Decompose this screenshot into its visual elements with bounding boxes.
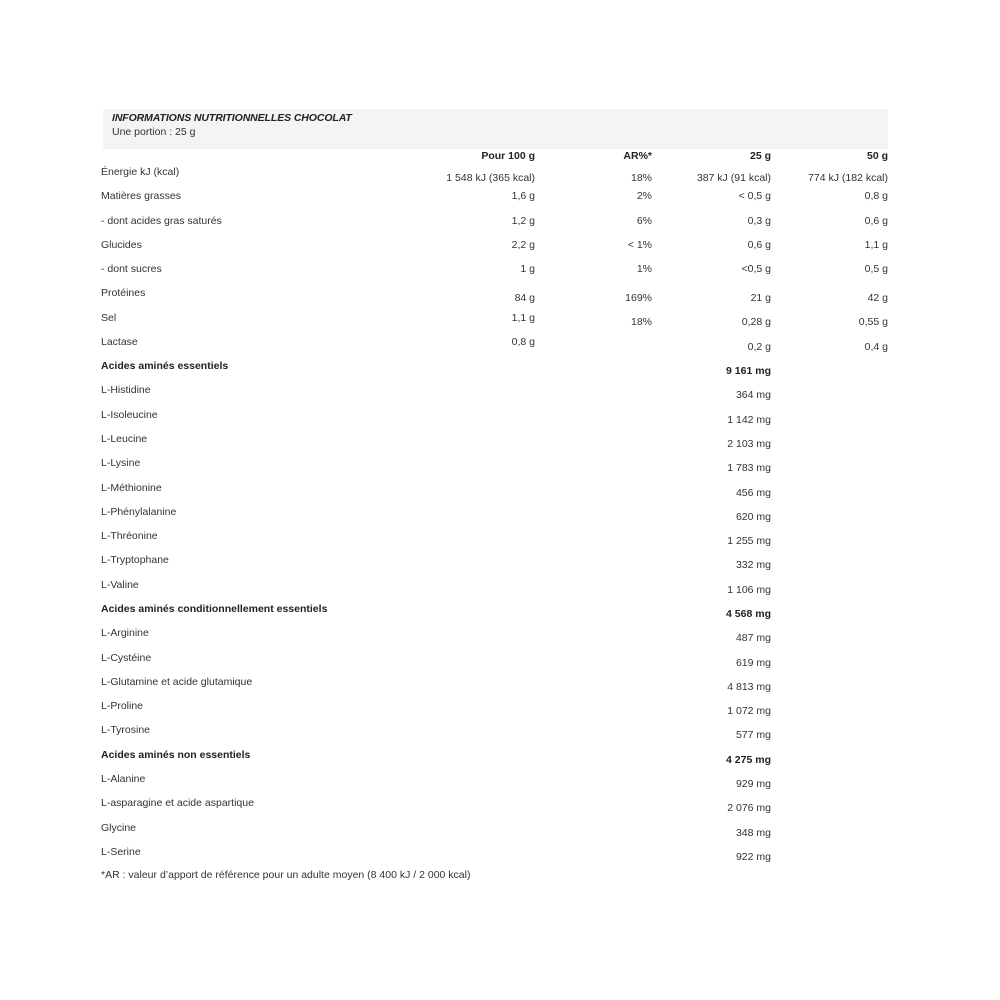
amino-acid-label: L-Thréonine (101, 530, 158, 542)
nutrient-label: Protéines (101, 287, 146, 299)
nutrient-value-g25: 0,28 g (741, 316, 771, 328)
amino-acid-value: 4 813 mg (727, 681, 771, 693)
amino-acid-label: L-Leucine (101, 433, 148, 445)
serving-size: Une portion : 25 g (112, 126, 196, 138)
amino-acid-label: Glycine (101, 822, 137, 834)
nutrient-value-g25: 0,6 g (747, 239, 771, 251)
amino-group-total: 4 568 mg (726, 608, 771, 620)
amino-group-total: 4 275 mg (726, 754, 771, 766)
amino-acid-label: L-Arginine (101, 627, 149, 639)
nutrient-value-g25: 0,2 g (747, 341, 771, 353)
amino-acid-label: L-Lysine (101, 457, 141, 469)
amino-acid-value: 2 076 mg (727, 802, 771, 814)
amino-acid-label: L-Valine (101, 579, 139, 591)
amino-acid-label: L-Histidine (101, 384, 151, 396)
amino-acid-value: 619 mg (735, 657, 771, 669)
nutrient-value-ar: 18% (630, 316, 652, 328)
nutrient-value-g50: 0,8 g (864, 190, 888, 202)
amino-acid-label: L-asparagine et acide aspartique (101, 797, 254, 809)
nutrient-value-g50: 0,5 g (864, 263, 888, 275)
amino-acid-label: L-Alanine (101, 773, 146, 785)
nutrient-value-g25: 0,3 g (747, 215, 771, 227)
amino-acid-label: L-Cystéine (101, 652, 152, 664)
amino-acid-value: 1 106 mg (727, 584, 771, 596)
nutrient-value-per100: 0,8 g (511, 336, 535, 348)
nutrient-label: Glucides (101, 239, 142, 251)
nutrient-label: Sel (101, 312, 117, 324)
nutrient-label: Lactase (101, 336, 138, 348)
nutrient-value-ar: 169% (625, 292, 652, 304)
amino-acid-value: 348 mg (735, 827, 771, 839)
nutrient-value-g50: 0,6 g (864, 215, 888, 227)
column-header-per100: Pour 100 g (481, 150, 535, 162)
amino-acid-value: 1 255 mg (727, 535, 771, 547)
nutrient-value-per100: 1 548 kJ (365 kcal) (446, 172, 535, 184)
column-header-ar: AR%* (623, 150, 652, 162)
nutrition-title: INFORMATIONS NUTRITIONNELLES CHOCOLAT (112, 112, 352, 124)
amino-acid-value: 929 mg (735, 778, 771, 790)
nutrient-value-ar: 18% (630, 172, 652, 184)
nutrient-value-per100: 1,1 g (511, 312, 535, 324)
amino-acid-label: L-Méthionine (101, 482, 162, 494)
nutrition-header (103, 109, 888, 149)
amino-acid-value: 487 mg (735, 632, 771, 644)
nutrient-value-g50: 774 kJ (182 kcal) (808, 172, 888, 184)
nutrient-label: - dont acides gras saturés (101, 215, 222, 227)
amino-acid-value: 1 072 mg (727, 705, 771, 717)
nutrient-value-ar: < 1% (627, 239, 652, 251)
amino-acid-label: L-Isoleucine (101, 409, 158, 421)
amino-acid-label: L-Proline (101, 700, 144, 712)
nutrient-value-ar: 6% (636, 215, 652, 227)
nutrient-value-per100: 2,2 g (511, 239, 535, 251)
amino-acid-value: 577 mg (735, 729, 771, 741)
nutrient-value-g25: 387 kJ (91 kcal) (696, 172, 771, 184)
amino-acid-label: L-Serine (101, 846, 141, 858)
nutrient-label: Matières grasses (101, 190, 181, 202)
amino-acid-value: 364 mg (735, 389, 771, 401)
nutrient-value-ar: 1% (636, 263, 652, 275)
nutrient-value-g25: < 0,5 g (738, 190, 771, 202)
nutrient-value-g50: 42 g (867, 292, 888, 304)
nutrient-value-per100: 84 g (514, 292, 535, 304)
nutrient-value-g50: 1,1 g (864, 239, 888, 251)
amino-group-title: Acides aminés conditionnellement essentiels (101, 603, 328, 615)
nutrient-value-ar: 2% (636, 190, 652, 202)
column-header-50g: 50 g (866, 150, 888, 162)
nutrient-value-per100: 1 g (520, 263, 535, 275)
amino-acid-label: L-Phénylalanine (101, 506, 177, 518)
amino-acid-label: L-Tyrosine (101, 724, 151, 736)
nutrient-value-per100: 1,2 g (511, 215, 535, 227)
nutrient-label: - dont sucres (101, 263, 162, 275)
amino-group-title: Acides aminés essentiels (101, 360, 229, 372)
amino-group-title: Acides aminés non essentiels (101, 749, 251, 761)
nutrient-value-per100: 1,6 g (511, 190, 535, 202)
amino-acid-value: 2 103 mg (727, 438, 771, 450)
amino-group-total: 9 161 mg (726, 365, 771, 377)
amino-acid-label: L-Glutamine et acide glutamique (101, 676, 253, 688)
amino-acid-value: 332 mg (735, 559, 771, 571)
nutrient-value-g25: 21 g (750, 292, 771, 304)
amino-acid-label: L-Tryptophane (101, 554, 169, 566)
nutrient-value-g50: 0,4 g (864, 341, 888, 353)
nutrient-value-g25: <0,5 g (741, 263, 771, 275)
amino-acid-value: 922 mg (735, 851, 771, 863)
column-header-25g: 25 g (749, 150, 771, 162)
amino-acid-value: 1 142 mg (727, 414, 771, 426)
amino-acid-value: 456 mg (735, 487, 771, 499)
nutrient-value-g50: 0,55 g (858, 316, 888, 328)
footnote: *AR : valeur d’apport de référence pour un adulte moyen (8 400 kJ / 2 000 kcal) (101, 869, 471, 881)
amino-acid-value: 1 783 mg (727, 462, 771, 474)
nutrient-label: Énergie kJ (kcal) (101, 166, 180, 178)
amino-acid-value: 620 mg (735, 511, 771, 523)
